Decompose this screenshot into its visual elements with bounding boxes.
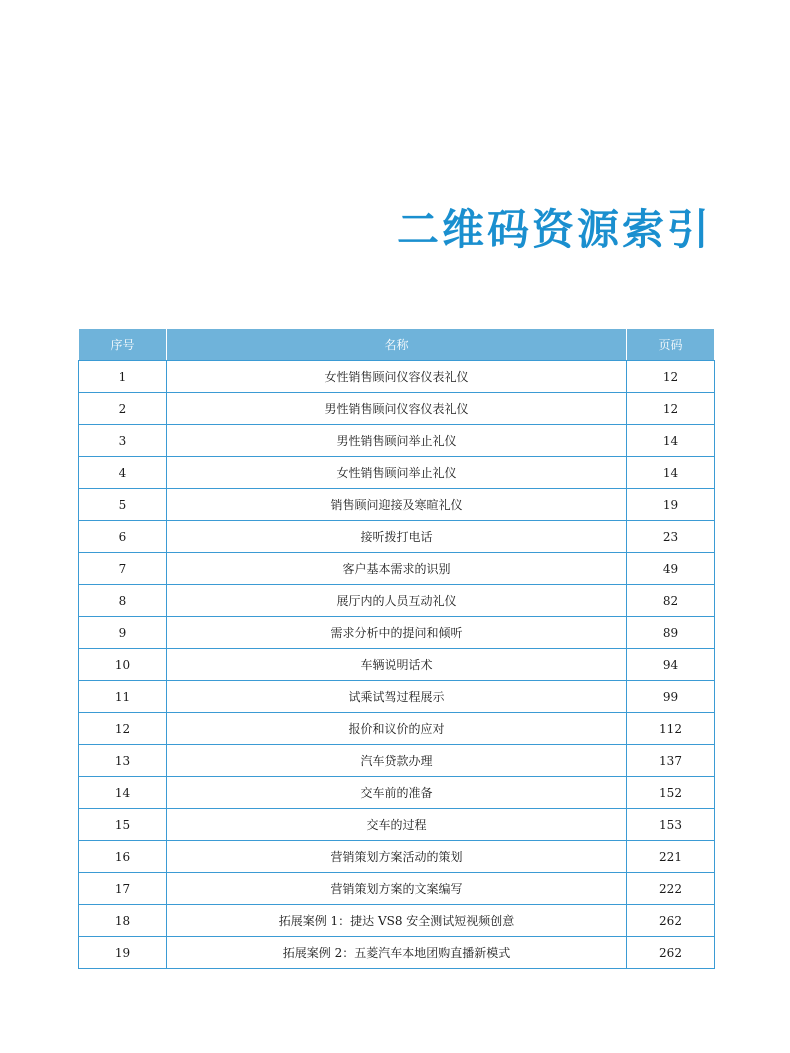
cell-page: 49 xyxy=(627,553,715,585)
cell-name: 女性销售顾问仪容仪表礼仪 xyxy=(167,361,627,393)
table-row xyxy=(79,649,715,681)
cell-page: 12 xyxy=(627,393,715,425)
table-row xyxy=(79,809,715,841)
cell-no: 5 xyxy=(79,489,167,521)
cell-page: 262 xyxy=(627,905,715,937)
cell-no: 3 xyxy=(79,425,167,457)
table-row xyxy=(79,521,715,553)
header-page: 页码 xyxy=(627,329,715,361)
table-row xyxy=(79,745,715,777)
header-no: 序号 xyxy=(79,329,167,361)
cell-name: 男性销售顾问仪容仪表礼仪 xyxy=(167,393,627,425)
cell-name: 拓展案例 2：五菱汽车本地团购直播新模式 xyxy=(167,937,627,969)
cell-no: 8 xyxy=(79,585,167,617)
cell-name: 试乘试驾过程展示 xyxy=(167,681,627,713)
page-title: 二维码资源索引 xyxy=(396,205,712,254)
table-row xyxy=(79,713,715,745)
cell-page: 112 xyxy=(627,713,715,745)
cell-page: 221 xyxy=(627,841,715,873)
cell-no: 14 xyxy=(79,777,167,809)
cell-page: 14 xyxy=(627,457,715,489)
cell-page: 152 xyxy=(627,777,715,809)
cell-name: 营销策划方案活动的策划 xyxy=(167,841,627,873)
cell-no: 2 xyxy=(79,393,167,425)
cell-name: 交车前的准备 xyxy=(167,777,627,809)
resource-index-table xyxy=(78,328,715,969)
table-body xyxy=(79,361,715,969)
table-row xyxy=(79,617,715,649)
cell-page: 137 xyxy=(627,745,715,777)
header-name: 名称 xyxy=(167,329,627,361)
cell-page: 99 xyxy=(627,681,715,713)
table-row xyxy=(79,585,715,617)
cell-page: 262 xyxy=(627,937,715,969)
cell-name: 车辆说明话术 xyxy=(167,649,627,681)
cell-name: 客户基本需求的识别 xyxy=(167,553,627,585)
table-row xyxy=(79,361,715,393)
cell-no: 10 xyxy=(79,649,167,681)
cell-no: 16 xyxy=(79,841,167,873)
table-row xyxy=(79,425,715,457)
cell-no: 18 xyxy=(79,905,167,937)
table-row xyxy=(79,777,715,809)
table-row xyxy=(79,393,715,425)
cell-name: 拓展案例 1：捷达 VS8 安全测试短视频创意 xyxy=(167,905,627,937)
cell-page: 82 xyxy=(627,585,715,617)
cell-no: 17 xyxy=(79,873,167,905)
table-row xyxy=(79,489,715,521)
cell-no: 13 xyxy=(79,745,167,777)
cell-no: 12 xyxy=(79,713,167,745)
table-row xyxy=(79,905,715,937)
cell-name: 展厅内的人员互动礼仪 xyxy=(167,585,627,617)
cell-name: 男性销售顾问举止礼仪 xyxy=(167,425,627,457)
cell-page: 23 xyxy=(627,521,715,553)
cell-page: 19 xyxy=(627,489,715,521)
table-header-row xyxy=(79,329,715,361)
cell-page: 222 xyxy=(627,873,715,905)
cell-no: 4 xyxy=(79,457,167,489)
cell-no: 15 xyxy=(79,809,167,841)
cell-no: 1 xyxy=(79,361,167,393)
table-row xyxy=(79,457,715,489)
cell-name: 销售顾问迎接及寒暄礼仪 xyxy=(167,489,627,521)
cell-name: 报价和议价的应对 xyxy=(167,713,627,745)
cell-page: 153 xyxy=(627,809,715,841)
cell-name: 汽车贷款办理 xyxy=(167,745,627,777)
cell-name: 营销策划方案的文案编写 xyxy=(167,873,627,905)
cell-no: 7 xyxy=(79,553,167,585)
cell-page: 14 xyxy=(627,425,715,457)
table-row xyxy=(79,937,715,969)
cell-no: 19 xyxy=(79,937,167,969)
cell-name: 接听拨打电话 xyxy=(167,521,627,553)
table-row xyxy=(79,553,715,585)
cell-name: 女性销售顾问举止礼仪 xyxy=(167,457,627,489)
cell-no: 11 xyxy=(79,681,167,713)
cell-page: 94 xyxy=(627,649,715,681)
cell-page: 89 xyxy=(627,617,715,649)
cell-name: 需求分析中的提问和倾听 xyxy=(167,617,627,649)
cell-no: 6 xyxy=(79,521,167,553)
cell-page: 12 xyxy=(627,361,715,393)
cell-name: 交车的过程 xyxy=(167,809,627,841)
table-row xyxy=(79,841,715,873)
table-row xyxy=(79,873,715,905)
cell-no: 9 xyxy=(79,617,167,649)
table-row xyxy=(79,681,715,713)
